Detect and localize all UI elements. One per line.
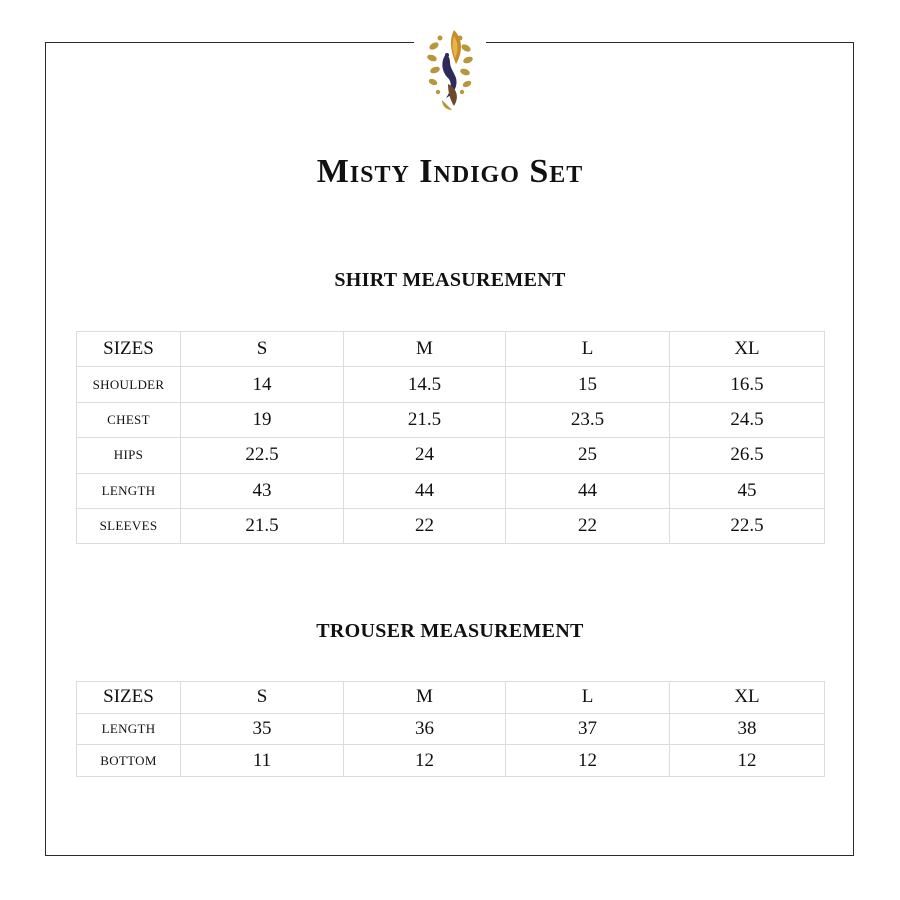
header-cell-xl: XL (670, 682, 825, 714)
table-header-row (77, 332, 825, 367)
header-cell-xl: XL (670, 332, 825, 367)
cell: 26.5 (670, 438, 825, 473)
header-cell-m: M (344, 682, 506, 714)
shirt-measurement-heading: SHIRT MEASUREMENT (334, 269, 566, 291)
cell: 37 (506, 713, 670, 745)
cell: 12 (344, 745, 506, 777)
row-label-chest: CHEST (77, 402, 181, 437)
table-row (77, 473, 825, 508)
header-cell-s: S (181, 682, 344, 714)
cell: 44 (506, 473, 670, 508)
cell: 45 (670, 473, 825, 508)
cell: 12 (670, 745, 825, 777)
trouser-size-table (76, 681, 825, 777)
cell: 24 (344, 438, 506, 473)
cell: 11 (181, 745, 344, 777)
table-header-row (77, 682, 825, 714)
cell: 36 (344, 713, 506, 745)
header-cell-sizes: SIZES (77, 332, 181, 367)
row-label-hips: HIPS (77, 438, 181, 473)
page-title: Misty Indigo Set (316, 153, 584, 190)
header-cell-l: L (506, 682, 670, 714)
table-row (77, 438, 825, 473)
cell: 14.5 (344, 367, 506, 402)
row-label-shoulder: SHOULDER (77, 367, 181, 402)
cell: 22 (344, 508, 506, 543)
header-cell-sizes: SIZES (77, 682, 181, 714)
cell: 14 (181, 367, 344, 402)
table-row (77, 713, 825, 745)
cell: 21.5 (344, 402, 506, 437)
row-label-length: LENGTH (77, 713, 181, 745)
trouser-measurement-heading: TROUSER MEASUREMENT (316, 620, 584, 642)
cell: 24.5 (670, 402, 825, 437)
table-row (77, 508, 825, 543)
cell: 15 (506, 367, 670, 402)
header-cell-l: L (506, 332, 670, 367)
header-cell-m: M (344, 332, 506, 367)
peacock-monogram-logo-icon (420, 24, 480, 112)
cell: 25 (506, 438, 670, 473)
row-label-sleeves: SLEEVES (77, 508, 181, 543)
cell: 12 (506, 745, 670, 777)
cell: 43 (181, 473, 344, 508)
cell: 22 (506, 508, 670, 543)
cell: 16.5 (670, 367, 825, 402)
table-row (77, 367, 825, 402)
header-cell-s: S (181, 332, 344, 367)
row-label-length: LENGTH (77, 473, 181, 508)
cell: 22.5 (181, 438, 344, 473)
shirt-size-table (76, 331, 825, 544)
cell: 38 (670, 713, 825, 745)
cell: 35 (181, 713, 344, 745)
table-row (77, 745, 825, 777)
cell: 19 (181, 402, 344, 437)
cell: 21.5 (181, 508, 344, 543)
cell: 44 (344, 473, 506, 508)
row-label-bottom: BOTTOM (77, 745, 181, 777)
table-row (77, 402, 825, 437)
cell: 22.5 (670, 508, 825, 543)
cell: 23.5 (506, 402, 670, 437)
